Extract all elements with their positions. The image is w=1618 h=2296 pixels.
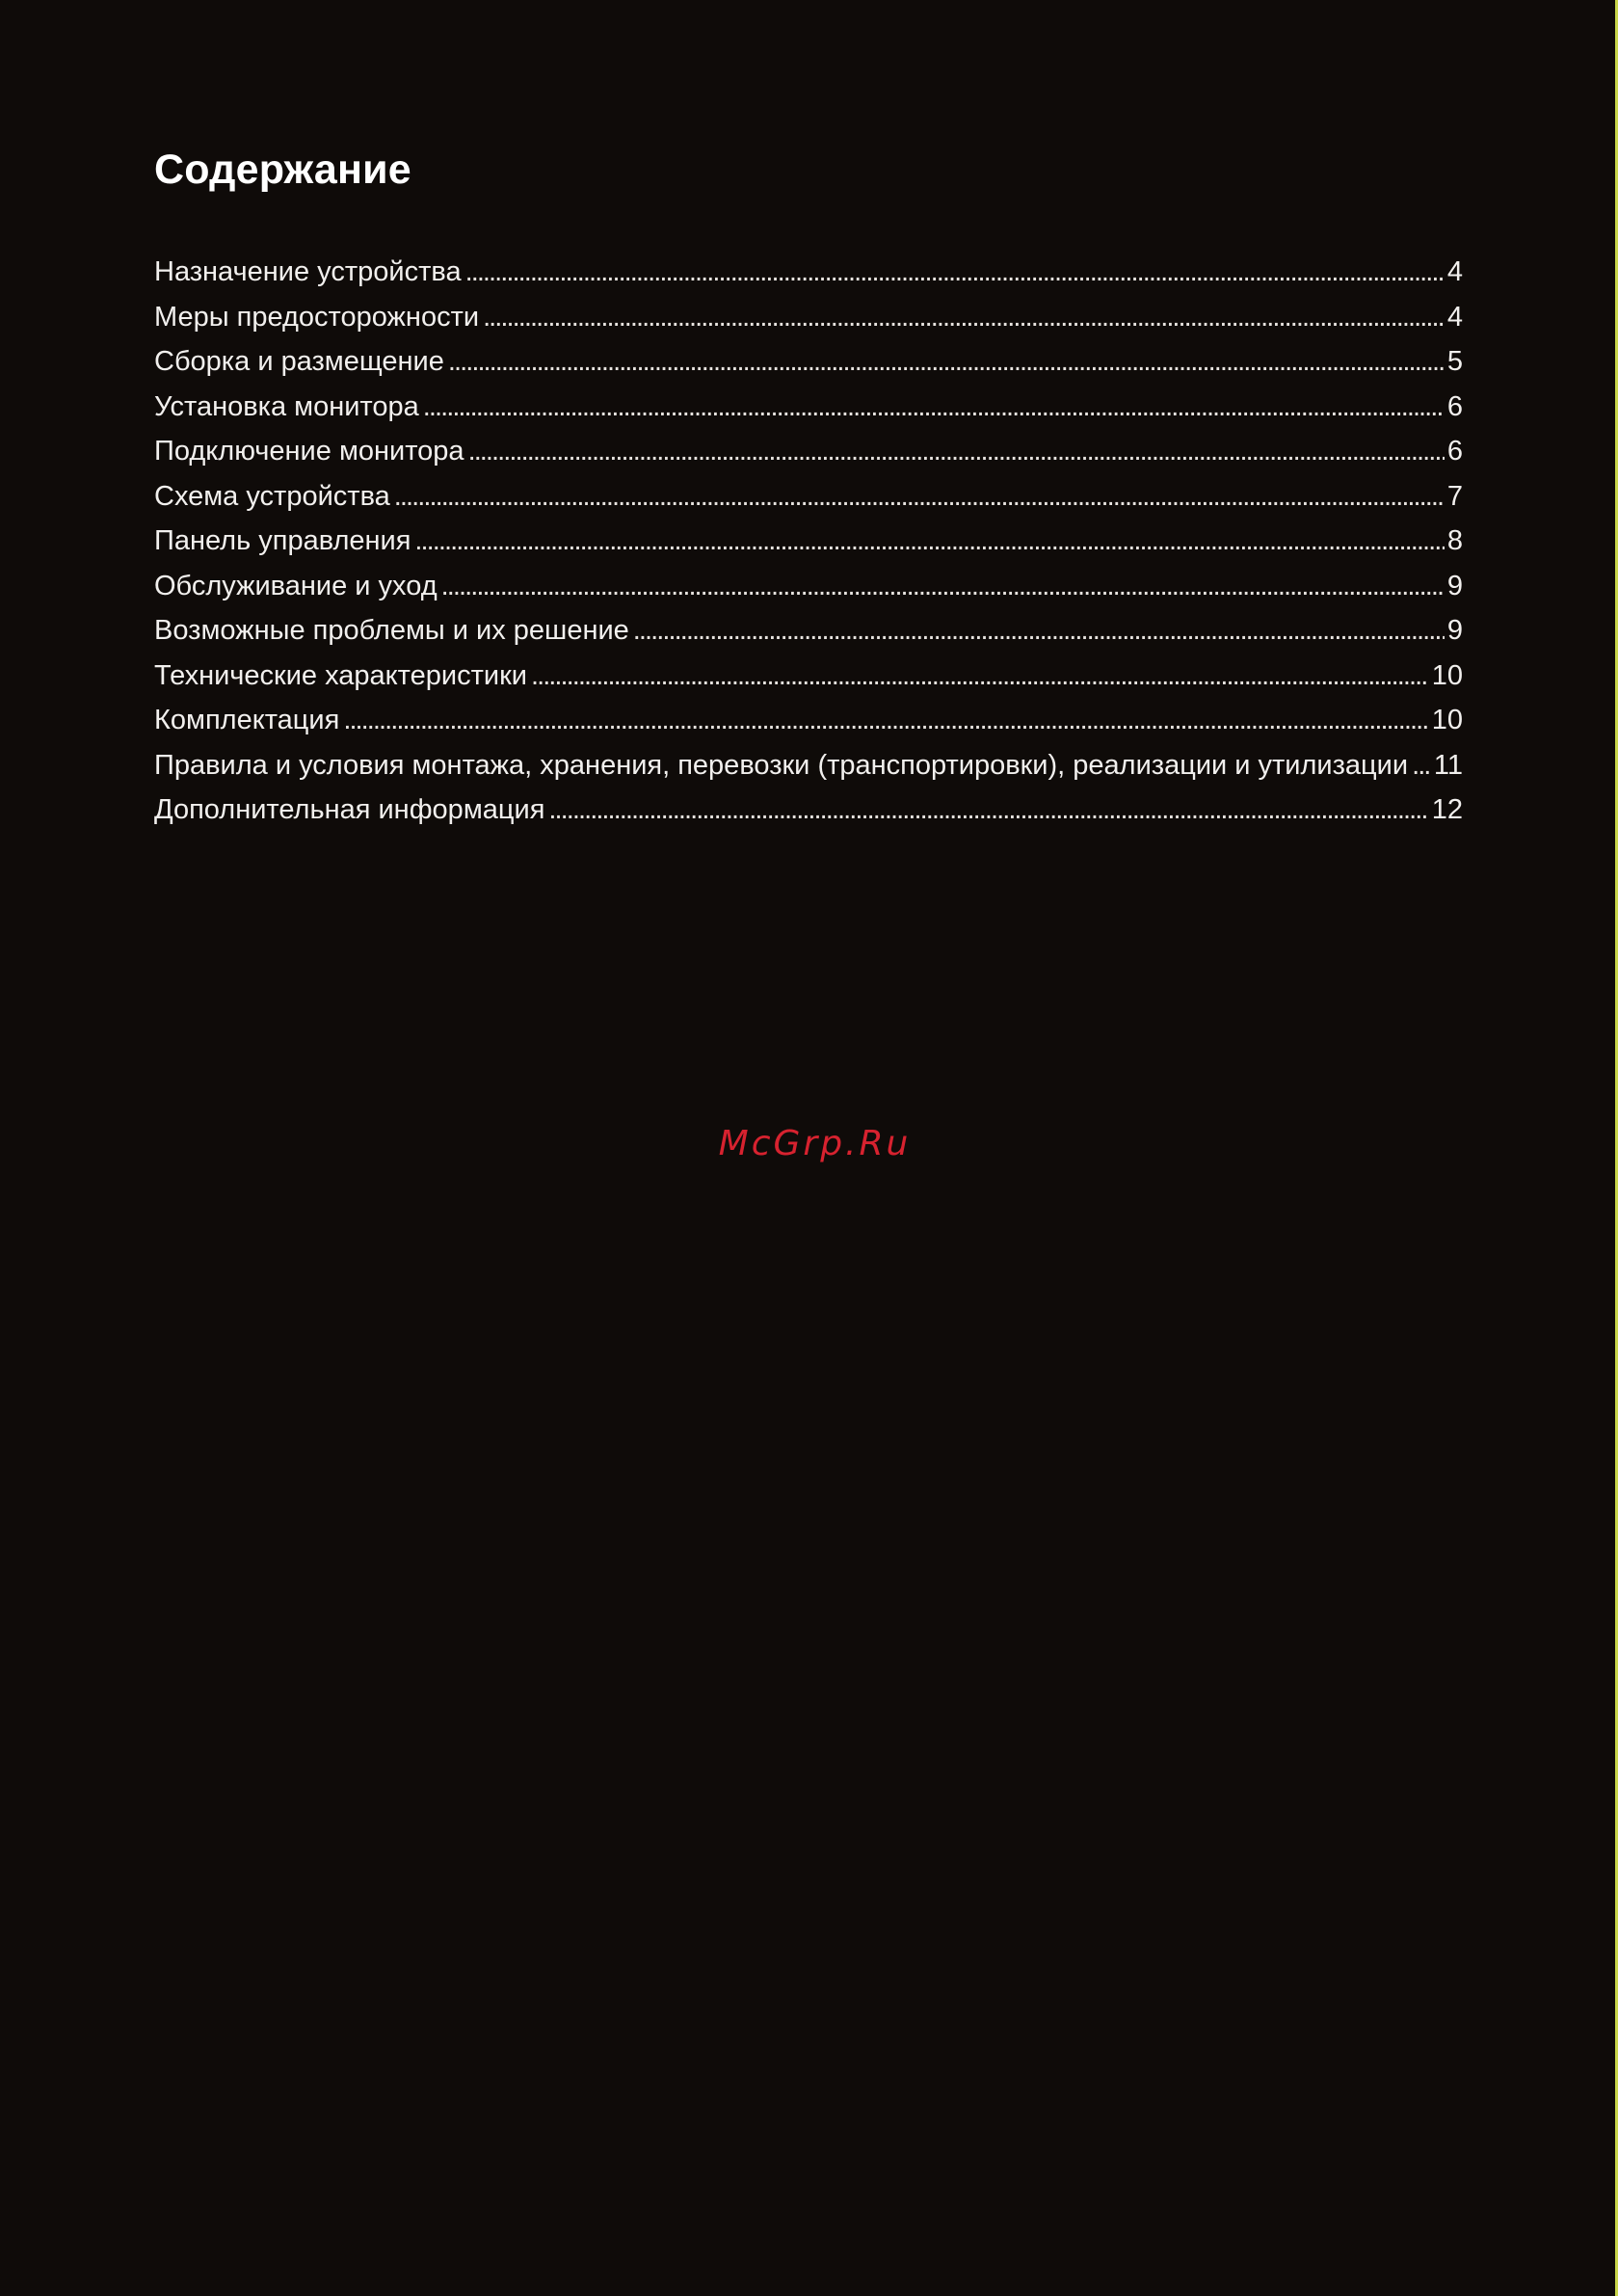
table-of-contents [154,256,1463,840]
toc-dot-leader [548,794,1428,826]
toc-entry-label: Технические характеристики [154,659,527,691]
toc-dot-leader [1412,750,1431,782]
toc-entry[interactable] [154,391,1463,437]
toc-entry[interactable] [154,256,1463,302]
toc-dot-leader [465,256,1445,288]
toc-entry-page: 4 [1446,256,1463,287]
toc-entry[interactable] [154,660,1463,706]
toc-dot-leader [468,436,1445,467]
toc-entry-page: 7 [1446,480,1463,512]
toc-entry[interactable] [154,615,1463,660]
toc-entry-label: Возможные проблемы и их решение [154,615,629,646]
page-title: Содержание [154,147,411,193]
toc-entry-page: 9 [1446,570,1463,601]
toc-entry-page: 11 [1433,749,1463,781]
toc-dot-leader [414,525,1444,557]
toc-entry[interactable] [154,481,1463,526]
toc-entry-page: 10 [1431,705,1463,735]
toc-entry-page: 12 [1431,794,1463,825]
toc-entry[interactable] [154,525,1463,571]
toc-entry-page: 9 [1446,615,1463,646]
toc-entry-page: 6 [1446,390,1463,422]
toc-entry[interactable] [154,346,1463,391]
toc-entry-label: Обслуживание и уход [154,570,438,601]
toc-dot-leader [343,705,1428,736]
toc-entry-page: 10 [1431,659,1463,691]
toc-entry-label: Назначение устройства [154,256,462,287]
toc-entry-label: Правила и условия монтажа, хранения, перевозки (транспортировки), реализации и утилизации [154,749,1409,781]
toc-entry-label: Подключение монитора [154,436,464,467]
toc-dot-leader [441,571,1445,602]
toc-entry-label: Сборка и размещение [154,346,444,377]
toc-entry-label: Схема устройства [154,480,390,512]
toc-dot-leader [483,302,1445,334]
toc-entry-label: Комплектация [154,705,340,735]
toc-dot-leader [633,615,1445,647]
toc-dot-leader [531,660,1429,692]
toc-entry-page: 4 [1446,301,1463,333]
toc-entry[interactable] [154,436,1463,481]
toc-entry[interactable] [154,705,1463,750]
toc-entry[interactable] [154,750,1463,795]
toc-dot-leader [394,481,1445,513]
toc-entry-page: 6 [1446,436,1463,467]
toc-dot-leader [448,346,1445,378]
toc-entry-page: 5 [1446,346,1463,377]
toc-dot-leader [423,391,1445,423]
watermark-text: McGrp.Ru [718,1124,912,1163]
toc-entry-label: Меры предосторожности [154,301,480,333]
toc-entry[interactable] [154,794,1463,840]
toc-entry-label: Дополнительная информация [154,794,545,825]
toc-entry-label: Панель управления [154,525,411,556]
toc-entry-page: 8 [1446,525,1463,556]
toc-entry[interactable] [154,302,1463,347]
toc-entry-label: Установка монитора [154,390,419,422]
toc-entry[interactable] [154,571,1463,616]
